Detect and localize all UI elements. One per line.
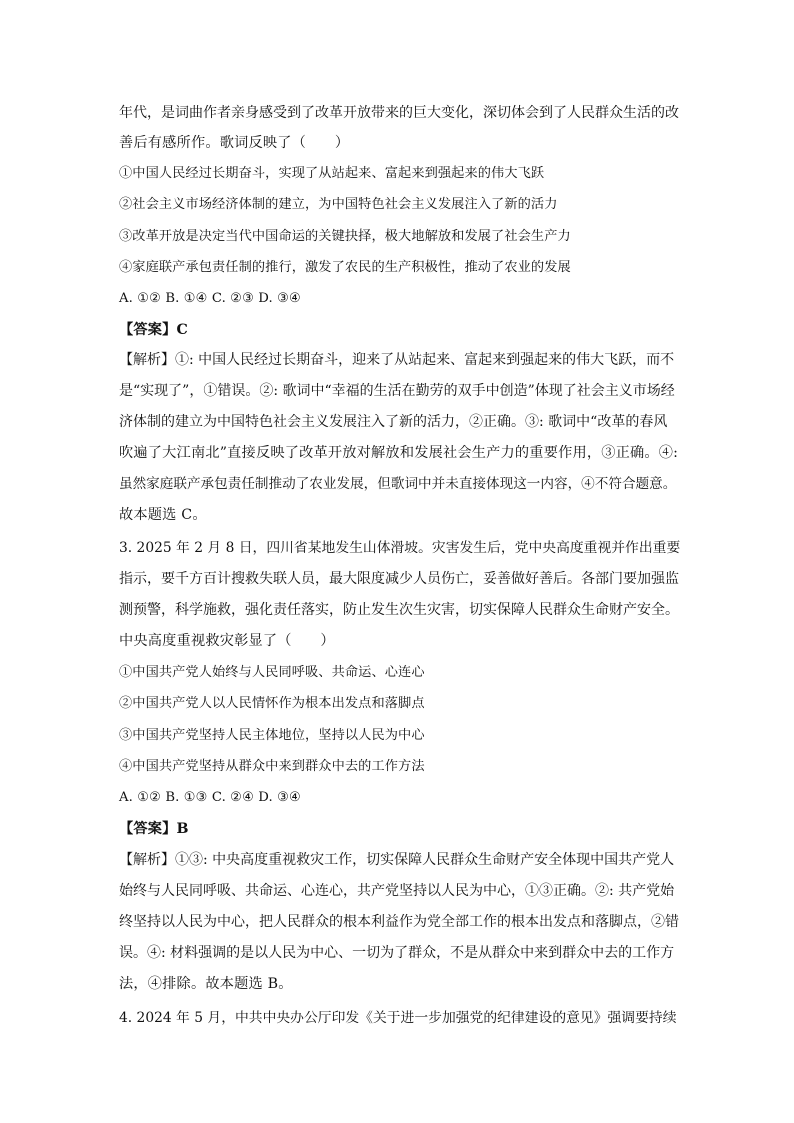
q3-analysis-line: 始终与人民同呼吸、共命运、心连心，共产党坚持以人民为中心，①③正确。②: 共产党始 <box>119 883 675 899</box>
q3-option: ①中国共产党人始终与人民同呼吸、共命运、心连心 <box>119 665 425 680</box>
q4-stem-line: 4. 2024 年 5 月，中共中央办公厅印发《关于进一步加强党的纪律建设的意见》强调要持续 <box>119 1010 677 1026</box>
q3-option: ③中国共产党坚持人民主体地位，坚持以人民为中心 <box>119 728 425 743</box>
q2-stem-line: 年代，是词曲作者亲身感受到了改革开放带来的巨大变化，深切体会到了人民群众生活的改 <box>119 105 679 121</box>
q2-answer: 【答案】C <box>119 322 189 338</box>
q2-option: ①中国人民经过长期奋斗，实现了从站起来、富起来到强起来的伟大飞跃 <box>119 166 545 181</box>
q3-option: ②中国共产党人以人民情怀作为根本出发点和落脚点 <box>119 696 425 711</box>
q2-analysis-line: 【解析】①: 中国人民经过长期奋斗，迎来了从站起来、富起来到强起来的伟大飞跃，而不 <box>119 352 675 368</box>
q2-analysis-line: 虽然家庭联产承包责任制推动了农业发展，但歌词中并未直接体现这一内容，④不符合题意。 <box>119 476 677 492</box>
q2-option: ②社会主义市场经济体制的建立，为中国特色社会主义发展注入了新的活力 <box>119 197 558 212</box>
q2-option: ③改革开放是决定当代中国命运的关键抉择，极大地解放和发展了社会生产力 <box>119 229 571 244</box>
q3-analysis-line: 终坚持以人民为中心，把人民群众的根本利益作为党全部工作的根本出发点和落脚点，②错 <box>119 914 679 930</box>
q2-stem-line: 善后有感所作。歌词反映了（ ） <box>119 135 350 151</box>
q3-analysis-line: 法，④排除。故本题选 B。 <box>119 976 293 992</box>
q3-stem-line: 3. 2025 年 2 月 8 日，四川省某地发生山体滑坡。灾害发生后，党中央高度重视并作出重要 <box>119 540 681 556</box>
q3-analysis-line: 误。④: 材料强调的是以人民为中心、一切为了群众，不是从群众中来到群众中去的工作方 <box>119 945 675 961</box>
q2-analysis-line: 济体制的建立为中国特色社会主义发展注入了新的活力，②正确。③: 歌词中“改革的春风 <box>119 414 668 430</box>
q2-analysis-line: 是“实现了”，①错误。②: 歌词中“幸福的生活在勤劳的双手中创造”体现了社会主义市场经 <box>119 383 675 399</box>
q2-option: ④家庭联产承包责任制的推行，激发了农民的生产积极性，推动了农业的发展 <box>119 260 571 275</box>
q3-stem-line: 指示，要千方百计搜救失联人员，最大限度减少人员伤亡，妥善做好善后。各部门要加强监 <box>119 571 679 587</box>
q2-analysis-line: 吹遍了大江南北”直接反映了改革开放对解放和发展社会生产力的重要作用，③正确。④: <box>119 445 679 461</box>
q2-choices: A. ①② B. ①④ C. ②③ D. ③④ <box>119 291 301 306</box>
q3-stem-line: 测预警，科学施救，强化责任落实，防止发生次生灾害，切实保障人民群众生命财产安全。 <box>119 602 679 618</box>
q2-analysis-line: 故本题选 C。 <box>119 507 207 523</box>
q3-choices: A. ①② B. ①③ C. ②④ D. ③④ <box>119 790 301 805</box>
q3-analysis-line: 【解析】①③: 中央高度重视救灾工作，切实保障人民群众生命财产安全体现中国共产党人 <box>119 852 675 868</box>
q3-option: ④中国共产党坚持从群众中来到群众中去的工作方法 <box>119 759 425 774</box>
q3-stem-line: 中央高度重视救灾彰显了（ ） <box>119 633 335 649</box>
q3-answer: 【答案】B <box>119 821 189 837</box>
